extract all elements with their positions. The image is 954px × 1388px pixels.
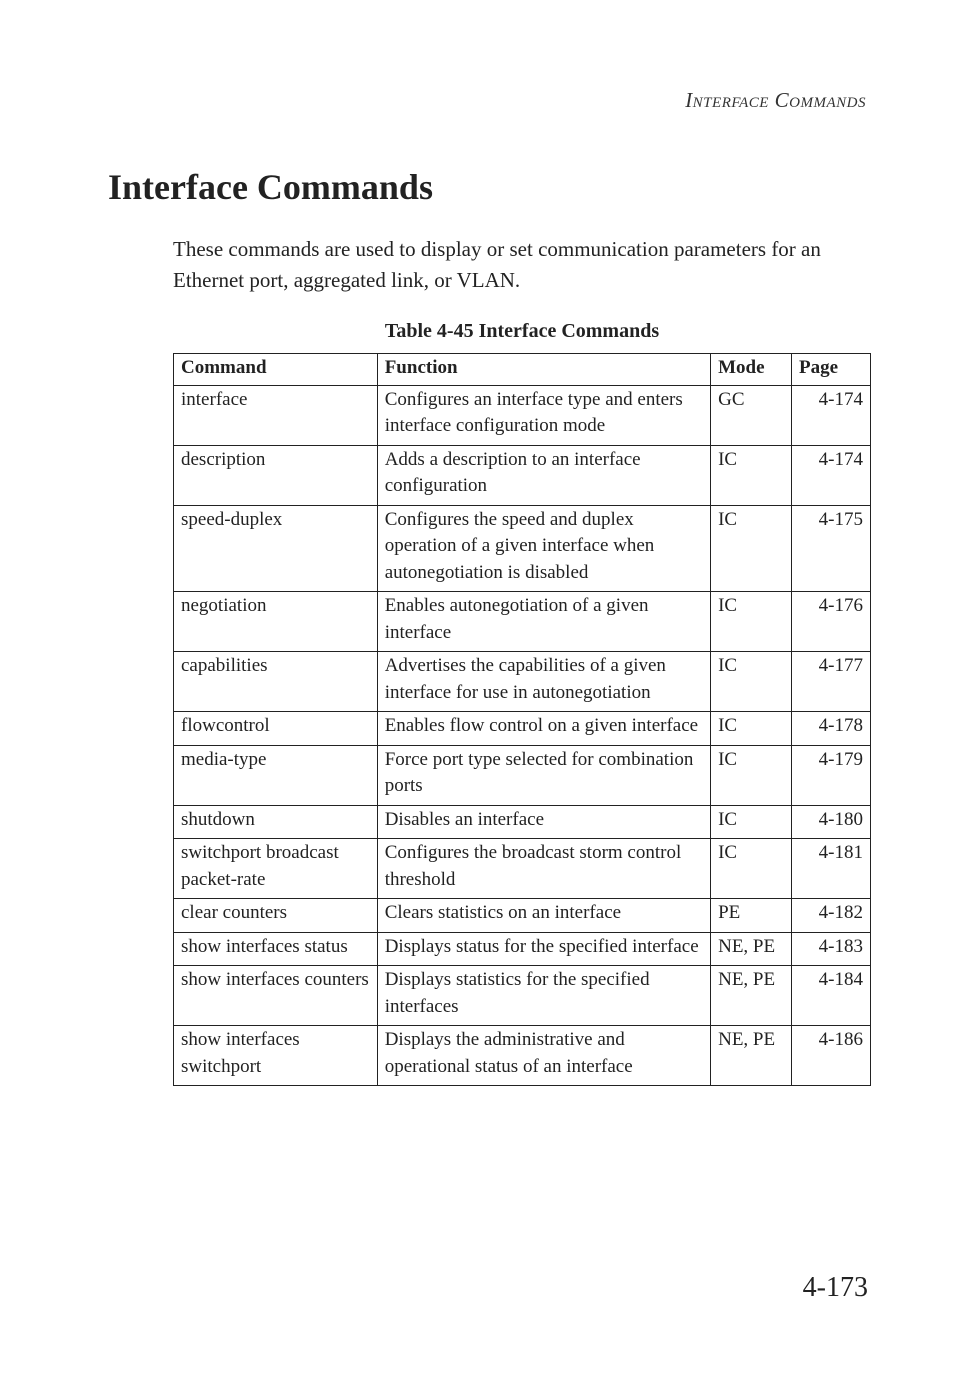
cell-mode: IC [711,592,792,652]
interface-commands-table [173,353,871,1086]
cell-command: shutdown [174,805,378,839]
table-caption: Table 4-45 Interface Commands [384,320,660,342]
cell-page: 4-180 [792,805,871,839]
cell-function: Displays statistics for the specified interfaces [377,966,710,1026]
table-row [174,899,871,933]
table-row [174,652,871,712]
cell-page: 4-174 [792,445,871,505]
cell-function: Displays status for the specified interface [377,932,710,966]
cell-mode: IC [711,505,792,592]
cell-page: 4-174 [792,385,871,445]
cell-mode: IC [711,805,792,839]
table-row [174,592,871,652]
cell-mode: IC [711,652,792,712]
cell-page: 4-177 [792,652,871,712]
cell-function: Clears statistics on an interface [377,899,710,933]
table-row [174,712,871,746]
cell-command: speed-duplex [174,505,378,592]
cell-function: Configures the speed and duplex operation of a given interface when autonegotiation is disabled [377,505,710,592]
cell-function: Force port type selected for combination ports [377,745,710,805]
table-row [174,505,871,592]
cell-mode: NE, PE [711,966,792,1026]
cell-mode: NE, PE [711,932,792,966]
table-row [174,385,871,445]
table-row [174,805,871,839]
cell-command: flowcontrol [174,712,378,746]
cell-page: 4-181 [792,839,871,899]
cell-page: 4-186 [792,1026,871,1086]
cell-mode: IC [711,445,792,505]
cell-page: 4-182 [792,899,871,933]
header-function: Function [377,354,710,386]
cell-function: Enables flow control on a given interface [377,712,710,746]
table-row [174,1026,871,1086]
header-mode: Mode [711,354,792,386]
cell-mode: GC [711,385,792,445]
cell-command: clear counters [174,899,378,933]
header-page: Page [792,354,871,386]
cell-mode: PE [711,899,792,933]
page-number: 4-173 [802,1272,868,1303]
table-row [174,745,871,805]
cell-command: capabilities [174,652,378,712]
cell-mode: NE, PE [711,1026,792,1086]
section-title: Interface Commands [108,167,433,207]
cell-function: Disables an interface [377,805,710,839]
cell-mode: IC [711,839,792,899]
cell-function: Configures the broadcast storm control threshold [377,839,710,899]
cell-page: 4-184 [792,966,871,1026]
cell-command: show interfaces switchport [174,1026,378,1086]
cell-command: description [174,445,378,505]
cell-mode: IC [711,712,792,746]
table-row [174,839,871,899]
cell-function: Adds a description to an interface configuration [377,445,710,505]
cell-page: 4-175 [792,505,871,592]
cell-command: interface [174,385,378,445]
cell-function: Configures an interface type and enters interface configuration mode [377,385,710,445]
cell-function: Displays the administrative and operational status of an interface [377,1026,710,1086]
cell-mode: IC [711,745,792,805]
cell-command: media-type [174,745,378,805]
table-header-row [174,354,871,386]
cell-page: 4-183 [792,932,871,966]
cell-page: 4-179 [792,745,871,805]
cell-command: negotiation [174,592,378,652]
running-header: Interface Commands [685,88,866,112]
header-command: Command [174,354,378,386]
cell-page: 4-176 [792,592,871,652]
cell-command: switchport broadcast packet-rate [174,839,378,899]
cell-command: show interfaces counters [174,966,378,1026]
cell-function: Advertises the capabilities of a given interface for use in autonegotiation [377,652,710,712]
intro-paragraph: These commands are used to display or set communication parameters for an Ethernet port, aggregated link, or VLAN. [173,237,821,292]
cell-function: Enables autonegotiation of a given interface [377,592,710,652]
table-row [174,445,871,505]
cell-page: 4-178 [792,712,871,746]
table-row [174,932,871,966]
cell-command: show interfaces status [174,932,378,966]
table-row [174,966,871,1026]
